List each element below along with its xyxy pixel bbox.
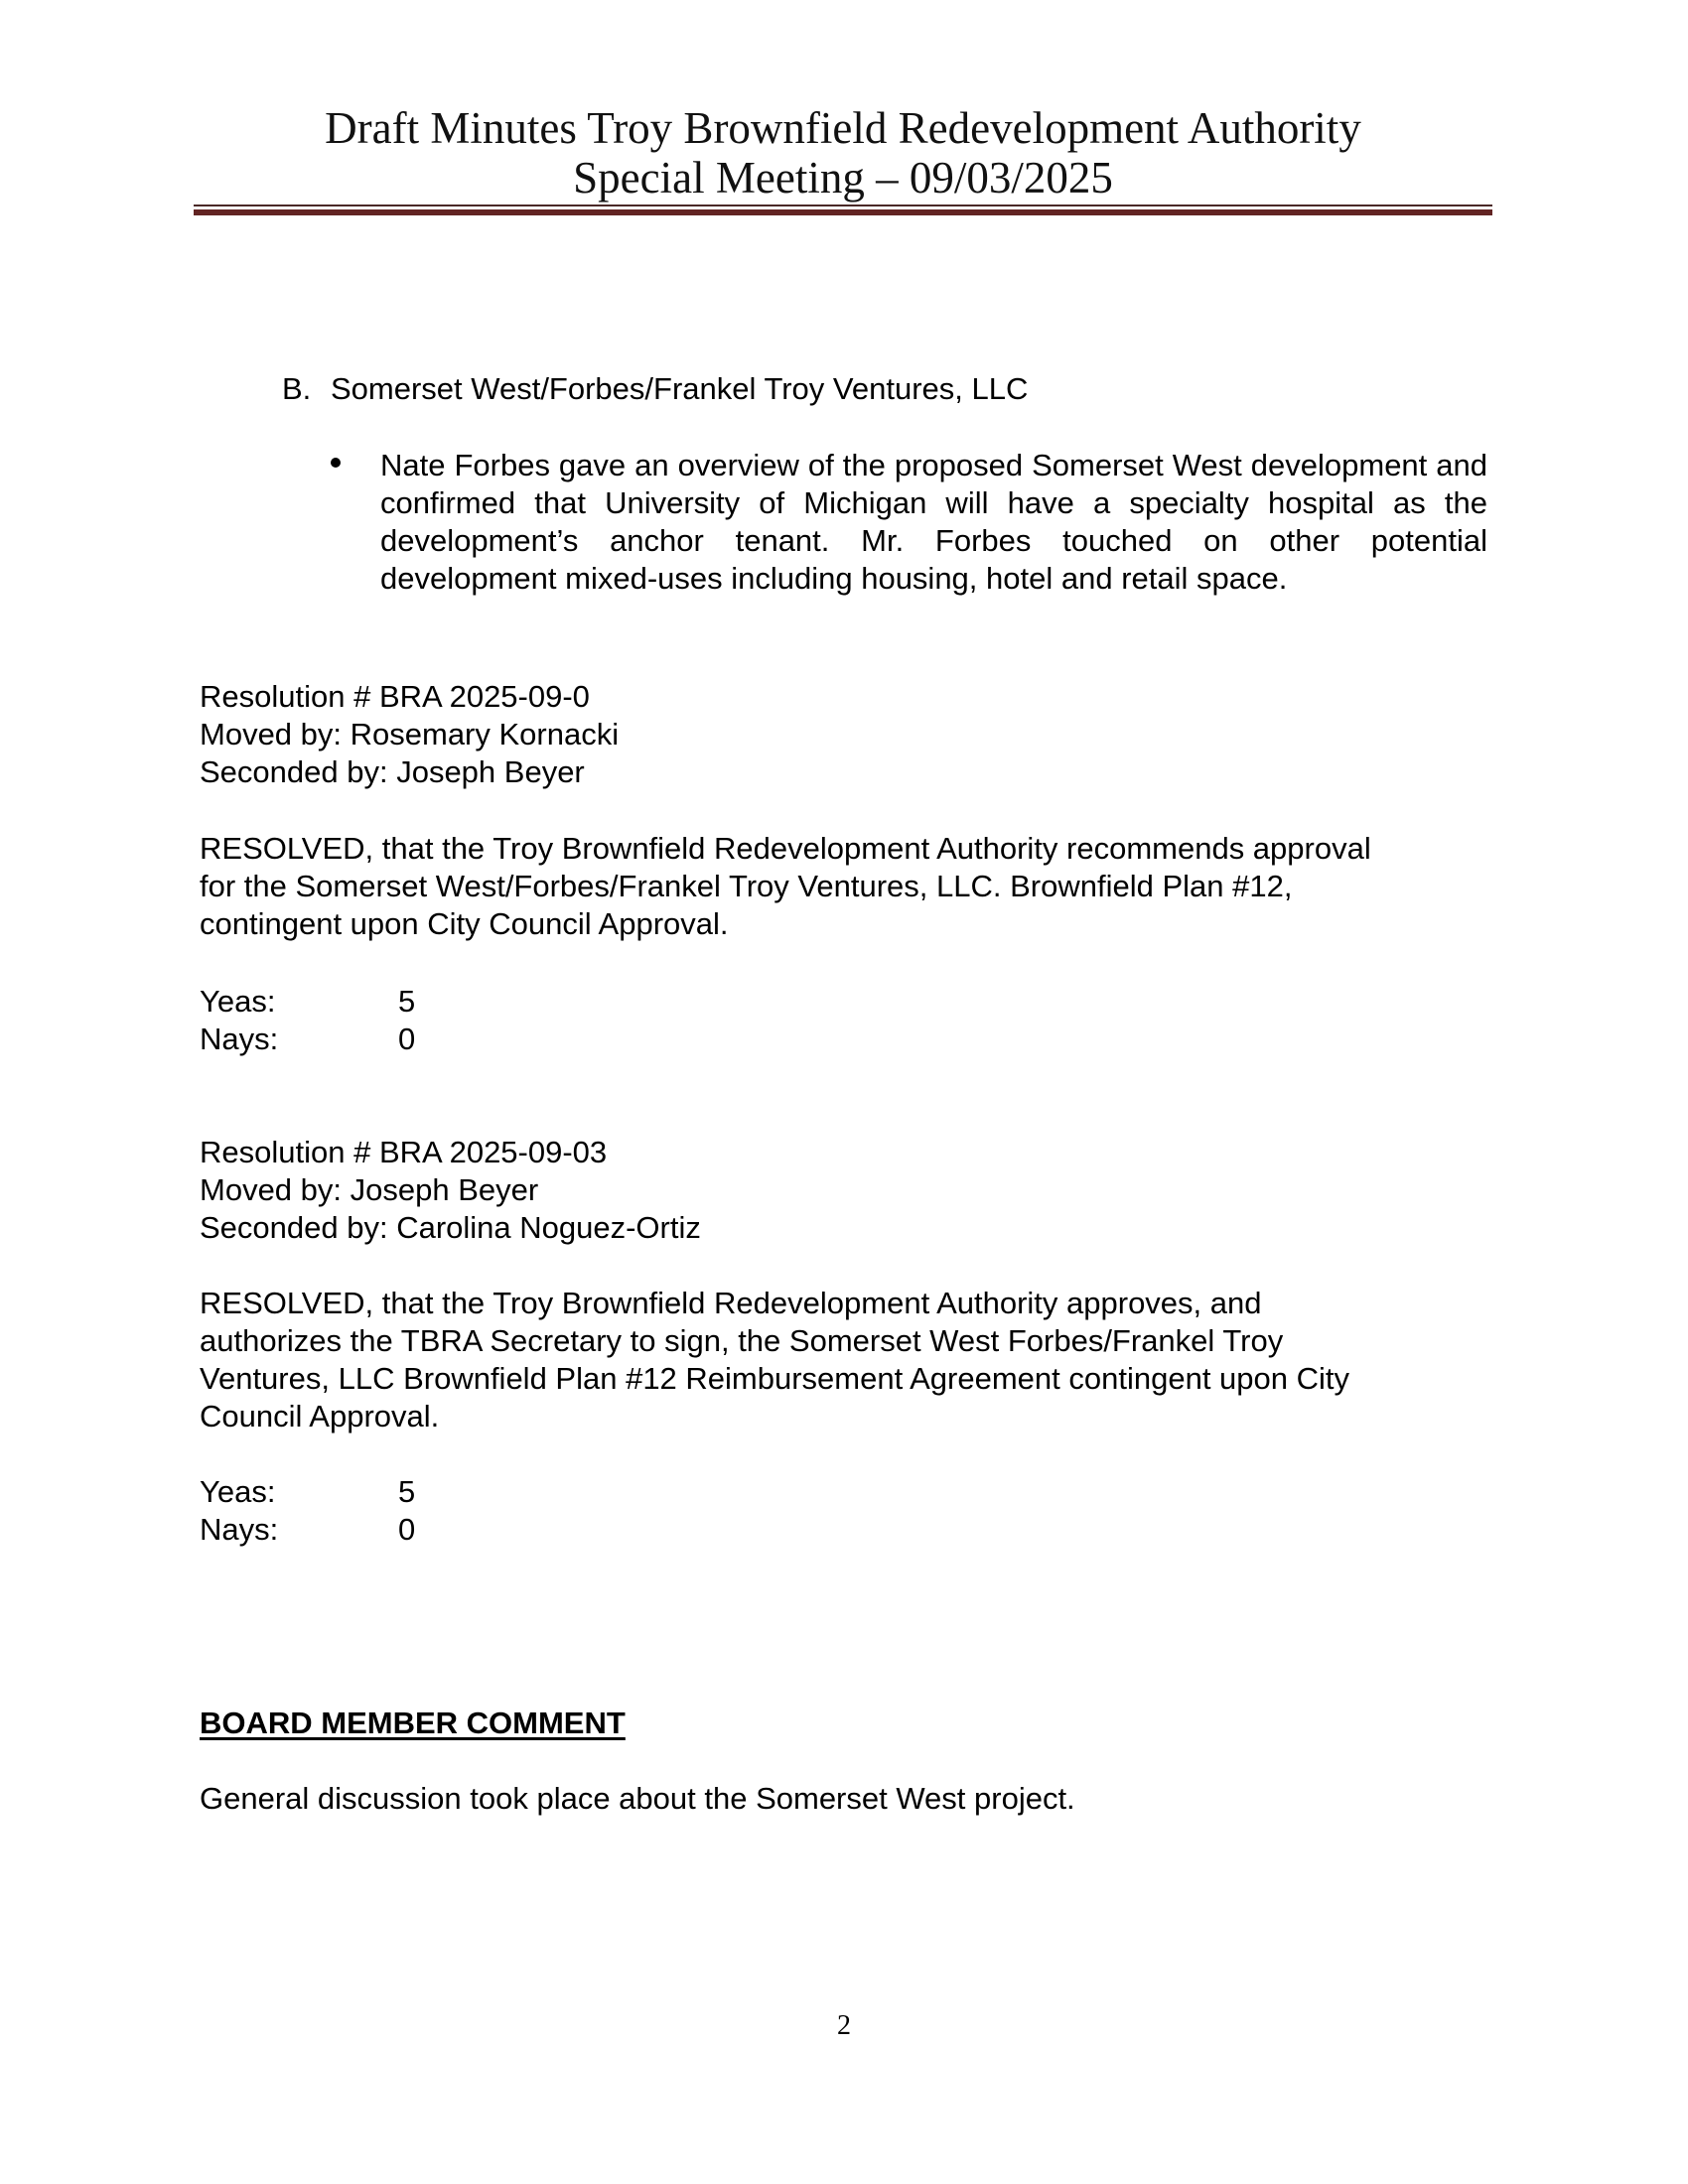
resolution-2-header xyxy=(200,1134,701,1247)
resolution-2-text xyxy=(200,1285,1500,1435)
nays-label: Nays: xyxy=(200,1512,279,1547)
yeas-label: Yeas: xyxy=(200,984,276,1019)
board-member-comment-text: General discussion took place about the Somerset West project. xyxy=(200,1781,1075,1816)
nays-count: 0 xyxy=(398,1022,416,1056)
moved-by: Moved by: Rosemary Kornacki xyxy=(200,717,620,751)
yeas-count: 5 xyxy=(398,1474,416,1509)
nays-count: 0 xyxy=(398,1512,416,1547)
resolved-line: RESOLVED, that the Troy Brownfield Redevelopment Authority approves, and xyxy=(200,1286,1262,1320)
nays-label: Nays: xyxy=(200,1022,279,1056)
resolved-line: authorizes the TBRA Secretary to sign, the Somerset West Forbes/Frankel Troy xyxy=(200,1323,1284,1358)
resolved-line: contingent upon City Council Approval. xyxy=(200,906,729,941)
header-title-line1: Draft Minutes Troy Brownfield Redevelopment Authority xyxy=(325,103,1361,153)
resolved-line: for the Somerset West/Forbes/Frankel Troy Ventures, LLC. Brownfield Plan #12, xyxy=(200,869,1293,903)
resolution-1-header xyxy=(200,678,619,791)
resolution-number: Resolution # BRA 2025-09-03 xyxy=(200,1135,608,1169)
header-title-line2: Special Meeting – 09/03/2025 xyxy=(573,153,1113,203)
resolution-1-text xyxy=(200,830,1500,943)
page-number: 2 xyxy=(837,2010,851,2041)
board-member-comment-heading: BOARD MEMBER COMMENT xyxy=(200,1706,626,1740)
yeas-label: Yeas: xyxy=(200,1474,276,1509)
resolved-line: RESOLVED, that the Troy Brownfield Redevelopment Authority recommends approval xyxy=(200,831,1371,866)
resolved-line: Council Approval. xyxy=(200,1399,440,1433)
bullet-icon xyxy=(331,458,341,468)
seconded-by: Seconded by: Carolina Noguez-Ortiz xyxy=(200,1210,701,1245)
agenda-item-letter: B. xyxy=(282,371,312,406)
yeas-count: 5 xyxy=(398,984,416,1019)
header-rule-thin xyxy=(194,205,1492,206)
header-rule-thick xyxy=(194,209,1492,215)
resolution-number: Resolution # BRA 2025-09-0 xyxy=(200,679,590,714)
resolved-line: Ventures, LLC Brownfield Plan #12 Reimbursement Agreement contingent upon City xyxy=(200,1361,1350,1396)
moved-by: Moved by: Joseph Beyer xyxy=(200,1172,539,1207)
bullet-paragraph: Nate Forbes gave an overview of the proposed Somerset West development and confirmed that University of Michigan will have a specialty hospital as the development’s anchor tenant. Mr. Forbes touched on other potential development mixed-uses including housing, hotel and retail space. xyxy=(380,448,1487,596)
seconded-by: Seconded by: Joseph Beyer xyxy=(200,754,585,789)
agenda-item-title: Somerset West/Forbes/Frankel Troy Ventures, LLC xyxy=(331,371,1029,406)
